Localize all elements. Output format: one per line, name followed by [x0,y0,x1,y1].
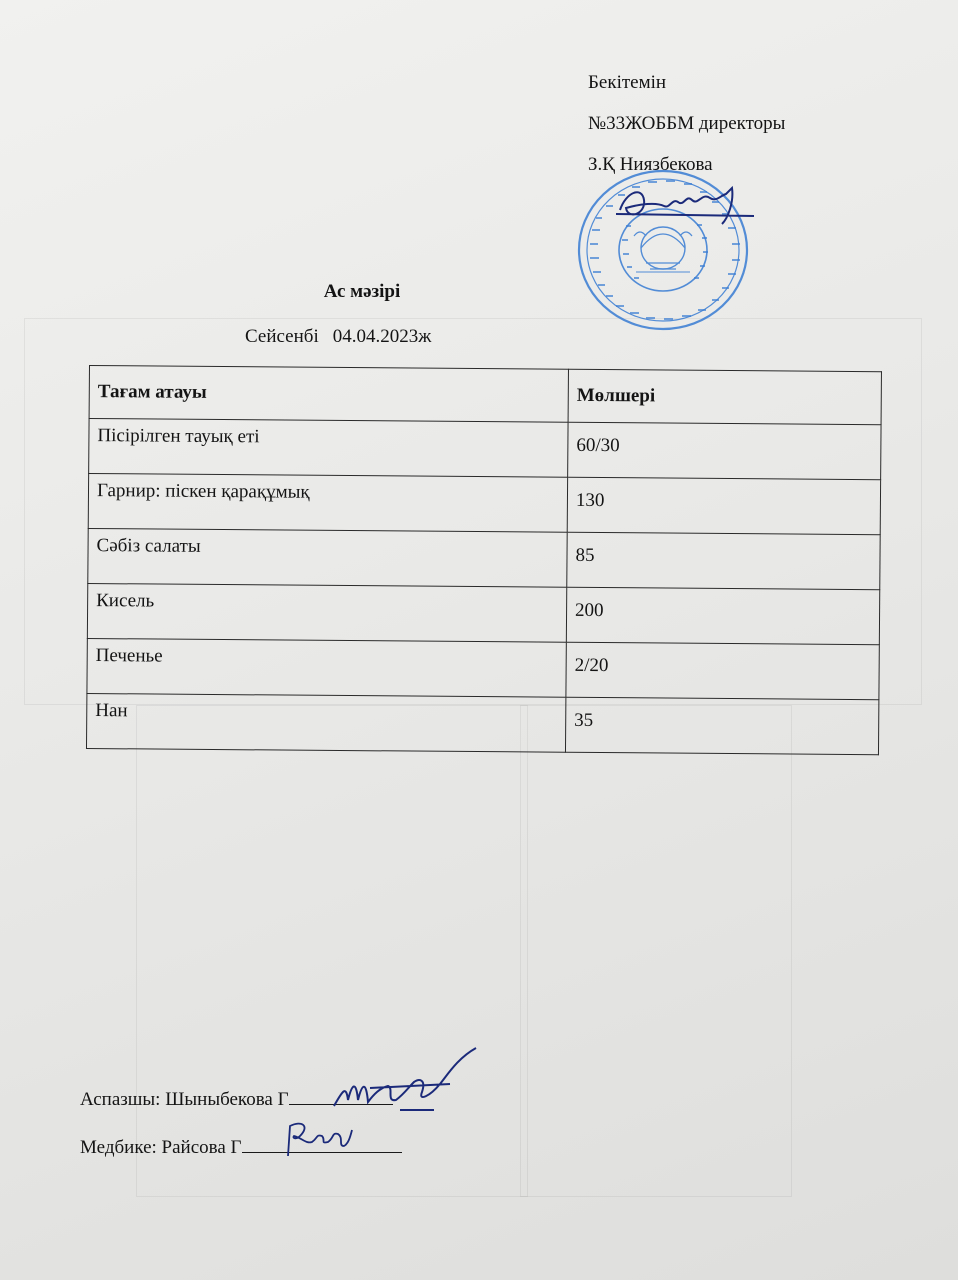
header-dish-name: Тағам атауы [89,366,568,423]
show-through-frame [520,705,792,1197]
dish-amount: 200 [566,587,879,644]
dish-name: Гарнир: піскен қарақұмық [88,474,567,533]
table-row [88,474,880,535]
header-amount: Мөлшері [568,369,881,424]
approval-title: Бекітемін [588,72,667,93]
dish-amount: 35 [565,697,878,754]
dish-name: Сәбіз салаты [88,528,567,587]
approval-block [588,62,785,185]
cook-label: Аспазшы: Шыныбекова Г [80,1089,289,1110]
menu-title: Ас мәзірі [323,281,401,302]
dish-name: Кисель [87,583,566,642]
table-row [87,583,879,644]
menu-date: 04.04.2023ж [332,326,432,347]
menu-table [86,365,882,755]
table-row [87,638,879,699]
nurse-signature [282,1116,354,1162]
dish-name: Пісірілген тауық еті [89,419,568,478]
menu-table-header [89,366,881,425]
dish-amount: 2/20 [566,642,879,699]
director-signature [612,180,757,228]
approval-position: №33ЖОББМ директоры [588,113,786,134]
table-row [89,419,881,480]
menu-day: Сейсенбі [245,326,319,347]
table-row [86,693,878,754]
nurse-label: Медбике: Райсова Г [80,1137,242,1158]
dish-amount: 130 [567,477,880,534]
dish-name: Нан [86,693,565,752]
dish-name: Печенье [87,638,566,697]
table-row [88,528,880,589]
approval-director-name: З.Қ Ниязбекова [588,154,713,175]
dish-amount: 60/30 [568,422,881,479]
cook-signature [330,1044,480,1119]
dish-amount: 85 [567,532,880,589]
menu-day-line [245,326,431,348]
